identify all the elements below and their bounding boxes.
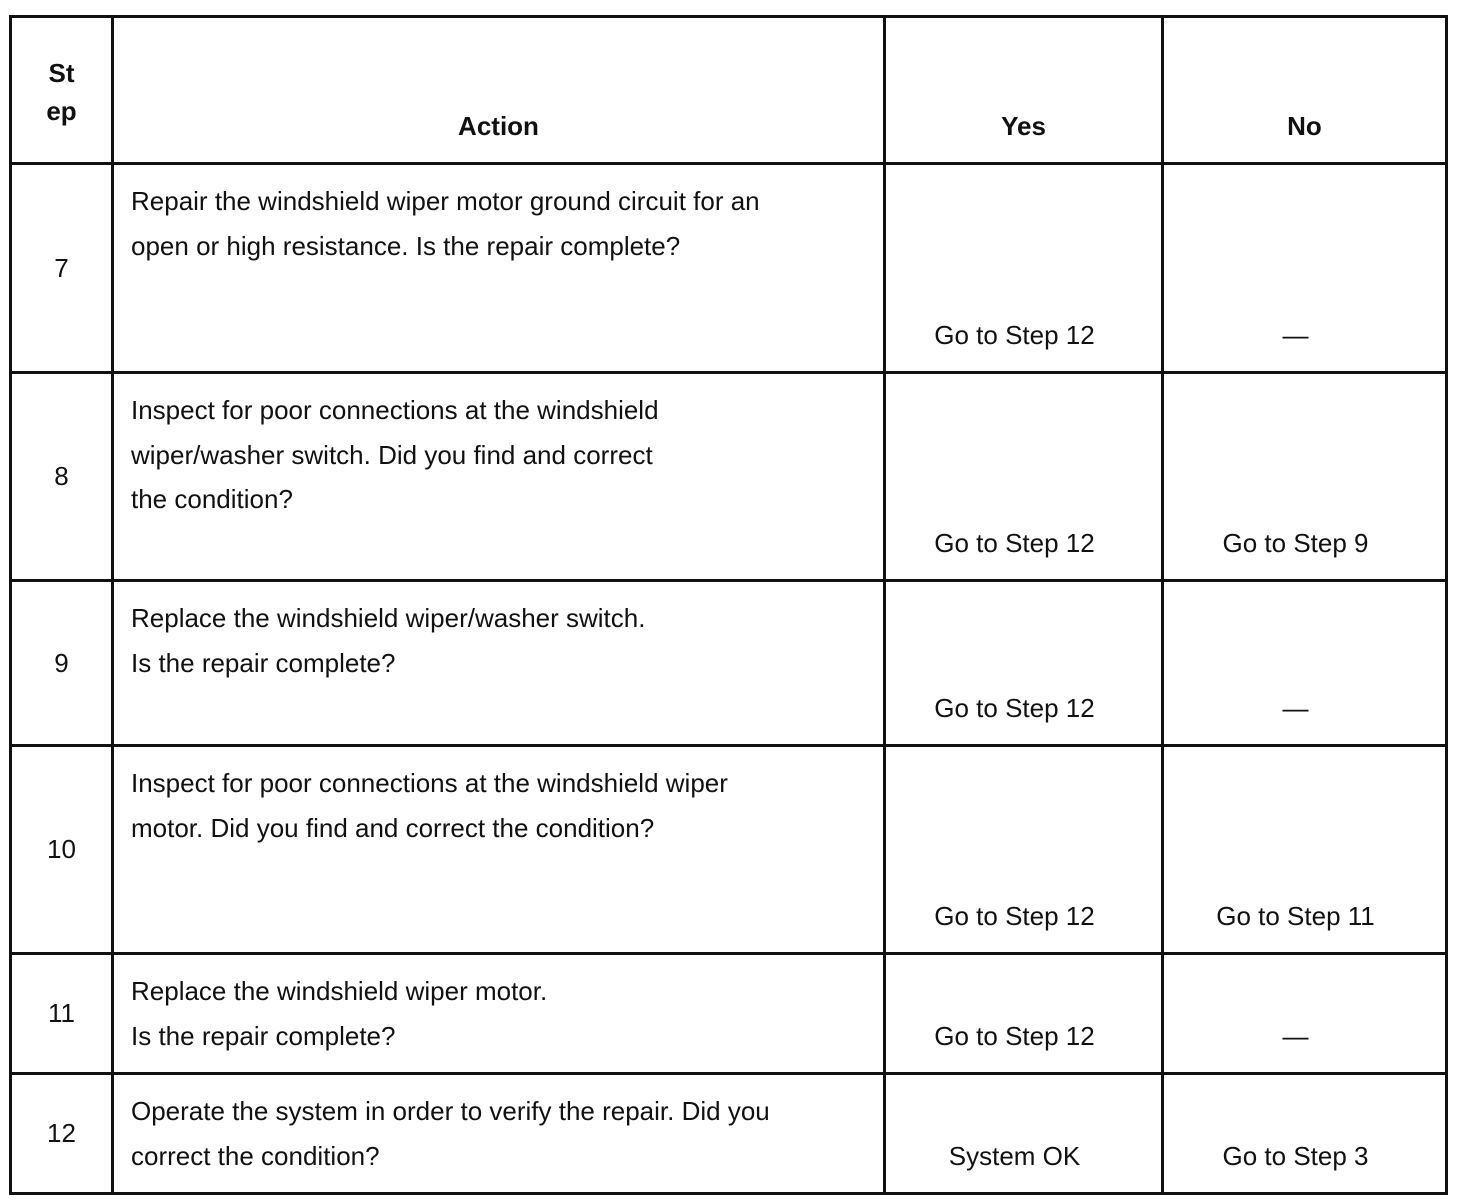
table-row <box>11 1074 1447 1194</box>
diagnostic-table <box>9 15 1448 1195</box>
action-line: Inspect for poor connections at the windshield wiper <box>131 768 728 798</box>
header-no: No <box>1163 17 1447 164</box>
no-result: — <box>1163 581 1447 746</box>
action-text <box>113 164 885 373</box>
action-text <box>113 581 885 746</box>
no-result: — <box>1163 164 1447 373</box>
table-row <box>11 954 1447 1074</box>
yes-result: Go to Step 12 <box>885 164 1163 373</box>
step-number: 7 <box>11 164 113 373</box>
step-number: 11 <box>11 954 113 1074</box>
step-number: 10 <box>11 746 113 954</box>
header-step-line2: ep <box>46 96 77 126</box>
table-row <box>11 746 1447 954</box>
no-result: Go to Step 11 <box>1163 746 1447 954</box>
action-line: Is the repair complete? <box>131 647 396 678</box>
header-action: Action <box>113 17 885 164</box>
table-row <box>11 373 1447 581</box>
action-text <box>113 746 885 954</box>
action-line: Is the repair complete? <box>131 1020 396 1051</box>
step-number: 8 <box>11 373 113 581</box>
header-step <box>11 17 113 164</box>
yes-result: Go to Step 12 <box>885 954 1163 1074</box>
yes-result: Go to Step 12 <box>885 746 1163 954</box>
action-text <box>113 1074 885 1194</box>
action-line: the condition? <box>131 484 293 514</box>
table-row <box>11 164 1447 373</box>
yes-result: Go to Step 12 <box>885 373 1163 581</box>
step-number: 12 <box>11 1074 113 1194</box>
action-line: Operate the system in order to verify the repair. Did you <box>131 1096 770 1126</box>
yes-result: System OK <box>885 1074 1163 1194</box>
action-line: Repair the windshield wiper motor ground circuit for an <box>131 186 760 216</box>
action-line: correct the condition? <box>131 1140 380 1171</box>
action-line: motor. Did you find and correct the condition? <box>131 812 655 843</box>
no-result: Go to Step 3 <box>1163 1074 1447 1194</box>
header-step-line1: St <box>48 58 75 88</box>
action-line: Inspect for poor connections at the windshield <box>131 395 659 425</box>
action-line: Replace the windshield wiper/washer switch. <box>131 603 646 633</box>
action-text <box>113 373 885 581</box>
yes-result: Go to Step 12 <box>885 581 1163 746</box>
action-text <box>113 954 885 1074</box>
table-row <box>11 581 1447 746</box>
action-line: open or high resistance. Is the repair complete? <box>131 230 681 261</box>
action-line: wiper/washer switch. Did you find and correct <box>131 439 653 470</box>
no-result: Go to Step 9 <box>1163 373 1447 581</box>
header-yes: Yes <box>885 17 1163 164</box>
step-number: 9 <box>11 581 113 746</box>
action-line: Replace the windshield wiper motor. <box>131 976 548 1006</box>
no-result: — <box>1163 954 1447 1074</box>
header-row <box>11 17 1447 164</box>
